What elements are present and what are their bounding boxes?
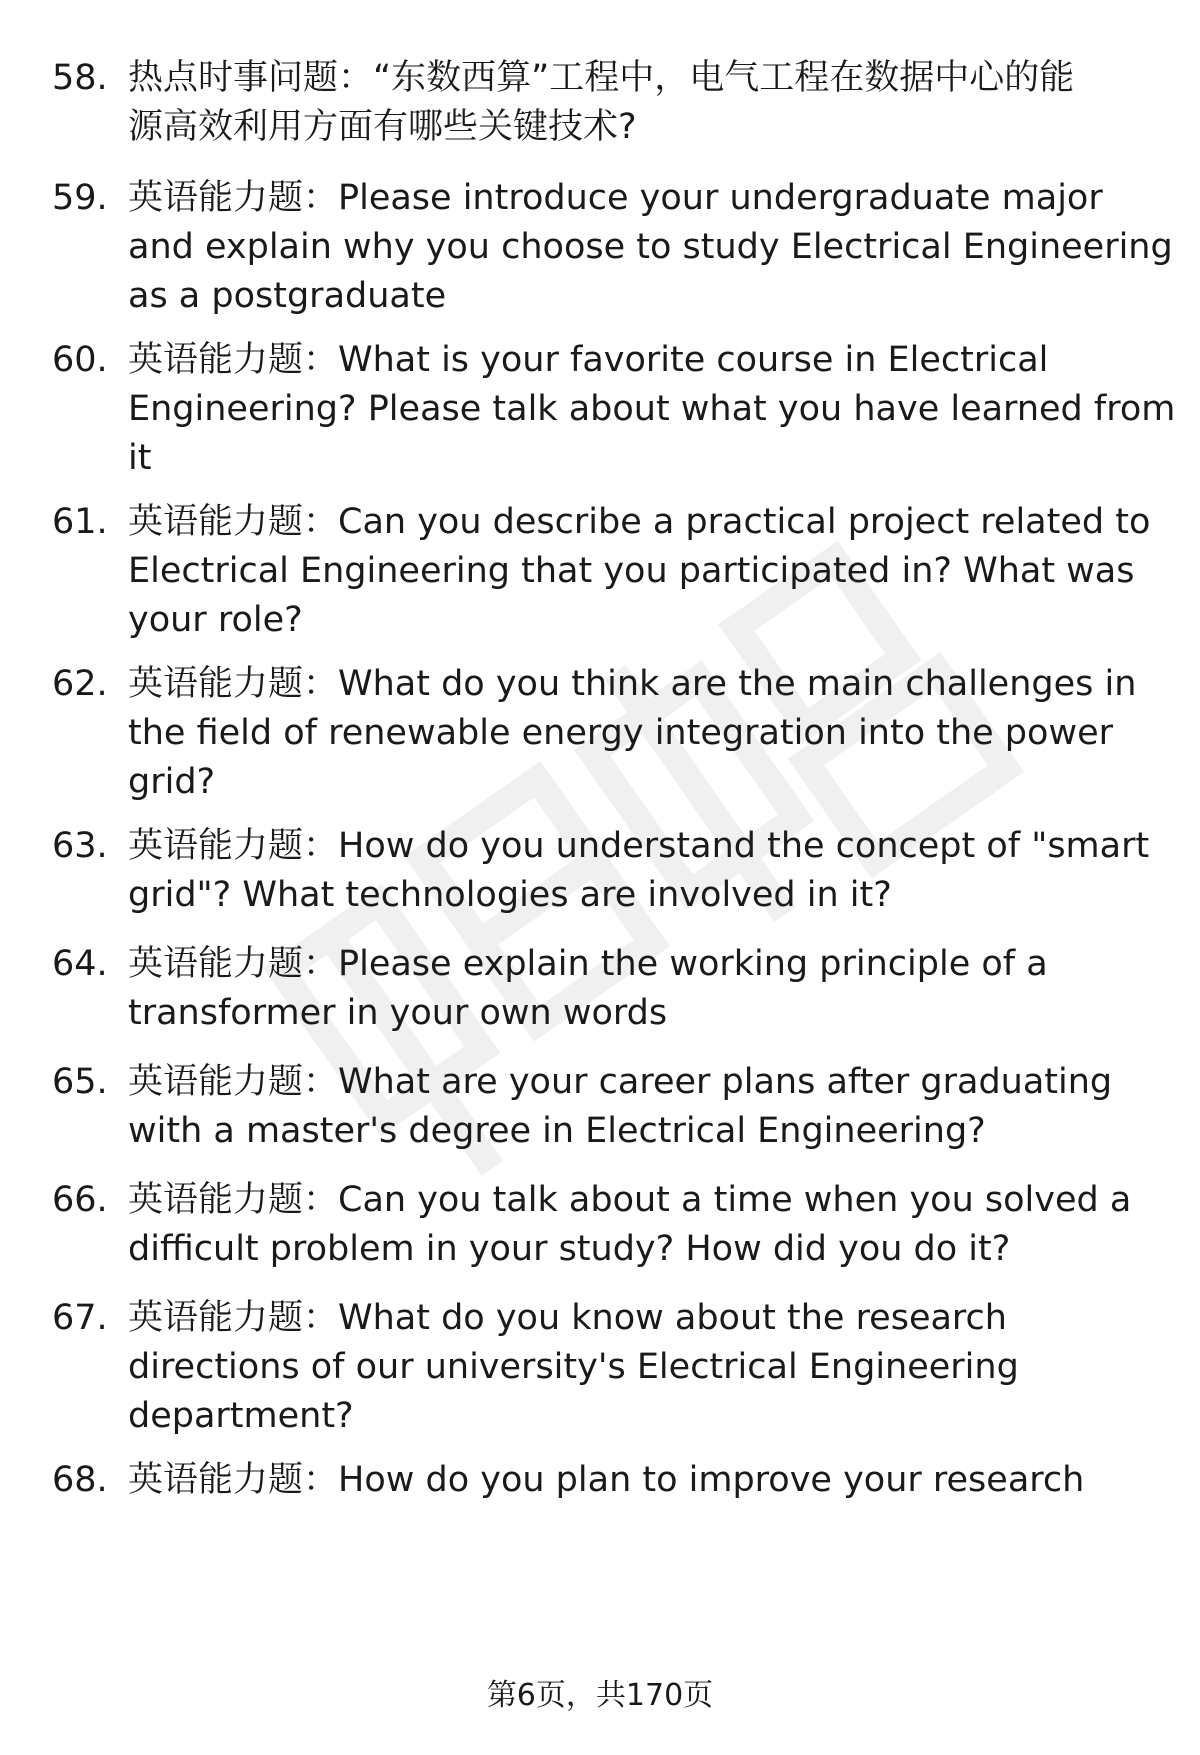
page-footer [0,1674,1200,1718]
question-number: 65. [52,1062,108,1102]
question-text [128,1176,1156,1274]
question-text-line: 热点时事问题：“东数西算”工程中，电气工程在数据中心的能 [128,58,1075,98]
question-number: 63. [52,826,108,866]
question-text-line: 英语能力题：Please introduce your undergraduate major [128,178,1103,218]
question-text-line: 英语能力题：Please explain the working principle of a [128,944,1048,984]
question-number: 64. [52,944,108,984]
question-text-line: department? [128,1396,354,1436]
question-text-line: 英语能力题：How do you understand the concept of "smart [128,826,1150,866]
question-number: 66. [52,1180,108,1220]
question-number: 67. [52,1298,108,1338]
question-text [128,1456,1156,1505]
question-text [128,498,1156,645]
question-text-line: directions of our university's Electrical Engineering [128,1347,1019,1387]
question-text-line: with a master's degree in Electrical Engineering? [128,1111,986,1151]
question-number: 58. [52,58,108,98]
question-number: 60. [52,340,108,380]
question-text-line: grid"? What technologies are involved in it? [128,875,892,915]
question-text-line: 英语能力题：What do you know about the research [128,1298,1007,1338]
question-text [128,1058,1156,1156]
question-text-line: 源高效利用方面有哪些关键技术? [128,107,637,147]
question-number: 61. [52,502,108,542]
question-text-line: grid? [128,762,216,802]
question-text-line: Engineering? Please talk about what you have learned from [128,389,1176,429]
question-text [128,174,1173,321]
page-number-label: 第6页，共170页 [486,1678,714,1713]
question-text [128,660,1156,807]
question-text-line: 英语能力题：Can you talk about a time when you solved a [128,1180,1132,1220]
question-text-line: 英语能力题：What do you think are the main challenges in [128,664,1137,704]
question-text-line: Electrical Engineering that you participated in? What was [128,551,1135,591]
question-text-line: and explain why you choose to study Electrical Engineering [128,227,1173,267]
question-text-line: as a postgraduate [128,276,447,316]
question-number: 59. [52,178,108,218]
question-text-line: 英语能力题：Can you describe a practical project related to [128,502,1151,542]
question-text-line: 英语能力题：What is your favorite course in Electrical [128,340,1049,380]
question-text [128,940,1156,1038]
question-text-line: 英语能力题：What are your career plans after graduating [128,1062,1113,1102]
question-text [128,822,1156,920]
question-text [128,54,1156,152]
question-text-line: 英语能力题：How do you plan to improve your research [128,1460,1085,1500]
question-text-line: difficult problem in your study? How did you do it? [128,1229,1011,1269]
question-number: 68. [52,1460,108,1500]
question-text [128,336,1176,483]
question-text-line: the field of renewable energy integration into the power [128,713,1113,753]
question-text-line: your role? [128,600,303,640]
question-text-line: it [128,438,152,478]
question-number: 62. [52,664,108,704]
question-text [128,1294,1156,1441]
question-text-line: transformer in your own words [128,993,668,1033]
